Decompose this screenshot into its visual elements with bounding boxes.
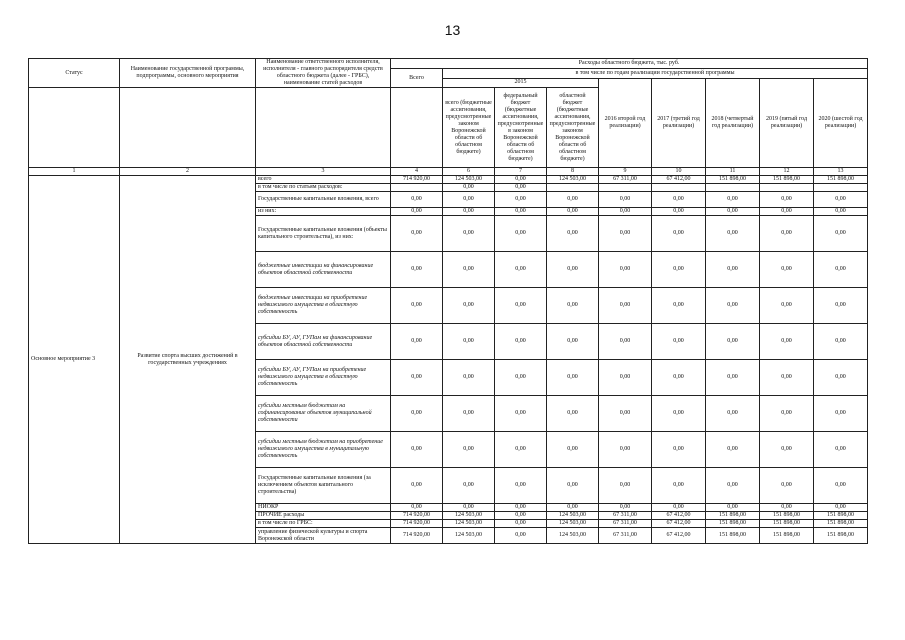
row-value: 0,00 <box>391 504 443 512</box>
row-value: 67 412,00 <box>652 176 706 184</box>
row-value: 151 898,00 <box>760 528 814 544</box>
row-value: 714 920,00 <box>391 512 443 520</box>
row-value: 124 503,00 <box>547 176 599 184</box>
row-value: 0,00 <box>814 208 868 216</box>
row-value: 0,00 <box>391 252 443 288</box>
row-label: Государственные капитальные вложения (объекты капитального строительства), из них: <box>256 216 391 252</box>
row-value: 0,00 <box>706 468 760 504</box>
row-value: 0,00 <box>547 288 599 324</box>
header-2020: 2020 (шестой год реализации) <box>814 78 868 168</box>
header-2018: 2018 (четвертый год реализации) <box>706 78 760 168</box>
row-value: 0,00 <box>760 192 814 208</box>
row-value: 0,00 <box>760 396 814 432</box>
row-value: 0,00 <box>652 216 706 252</box>
column-number: 8 <box>547 168 599 176</box>
column-number: 10 <box>652 168 706 176</box>
header-status: Статус <box>29 59 120 88</box>
row-value: 714 920,00 <box>391 520 443 528</box>
row-label: ПРОЧИЕ расходы <box>256 512 391 520</box>
row-value: 0,00 <box>495 432 547 468</box>
row-value: 0,00 <box>760 208 814 216</box>
row-value: 0,00 <box>706 360 760 396</box>
row-label: в том числе по статьям расходов: <box>256 184 391 192</box>
row-value: 0,00 <box>547 208 599 216</box>
row-label: Государственные капитальные вложения (за исключением объектов капитального строительства) <box>256 468 391 504</box>
row-value: 0,00 <box>814 252 868 288</box>
row-label: субсидии местным бюджетам на софинансирование объектов муниципальной собственности <box>256 396 391 432</box>
row-value: 67 311,00 <box>599 512 652 520</box>
row-value: 0,00 <box>547 432 599 468</box>
row-value: 0,00 <box>814 288 868 324</box>
header-expenses-title: Расходы областного бюджета, тыс. руб. <box>391 59 868 69</box>
row-value: 0,00 <box>706 396 760 432</box>
row-value: 0,00 <box>652 396 706 432</box>
row-value: 0,00 <box>443 360 495 396</box>
row-label: бюджетные инвестиции на финансирование объектов областной собственности <box>256 252 391 288</box>
row-value: 124 503,00 <box>443 176 495 184</box>
budget-table <box>28 58 868 544</box>
row-value <box>599 184 652 192</box>
header-2019: 2019 (пятый год реализации) <box>760 78 814 168</box>
row-value: 0,00 <box>599 288 652 324</box>
row-value: 151 898,00 <box>706 528 760 544</box>
row-value: 151 898,00 <box>814 512 868 520</box>
row-value: 124 503,00 <box>547 512 599 520</box>
row-value: 0,00 <box>599 360 652 396</box>
row-value: 0,00 <box>599 396 652 432</box>
header-by-years: в том числе по годам реализации государственной программы <box>443 69 868 79</box>
column-number: 11 <box>706 168 760 176</box>
row-value: 0,00 <box>706 288 760 324</box>
row-label: управление физической культуры и спорта Воронежской области <box>256 528 391 544</box>
column-number: 9 <box>599 168 652 176</box>
row-value: 0,00 <box>495 208 547 216</box>
row-value: 0,00 <box>760 360 814 396</box>
row-value: 714 920,00 <box>391 528 443 544</box>
row-value: 124 503,00 <box>443 520 495 528</box>
header-executor-cont <box>256 88 391 168</box>
row-value: 0,00 <box>599 208 652 216</box>
row-value: 0,00 <box>599 192 652 208</box>
row-value: 0,00 <box>599 504 652 512</box>
row-value: 0,00 <box>599 468 652 504</box>
row-value: 0,00 <box>547 396 599 432</box>
activity-name: Развитие спорта высших достижений в государственных учреждениях <box>120 176 256 544</box>
column-number: 1 <box>29 168 120 176</box>
row-value: 0,00 <box>814 324 868 360</box>
row-value: 0,00 <box>495 192 547 208</box>
row-value: 0,00 <box>652 504 706 512</box>
row-value: 0,00 <box>443 504 495 512</box>
row-value: 67 412,00 <box>652 512 706 520</box>
header-2015-total: всего (бюджетные ассигнования, предусмотренные законом Воронежской области об областном бюджете) <box>443 88 495 168</box>
row-value: 0,00 <box>760 432 814 468</box>
row-value: 0,00 <box>391 468 443 504</box>
row-value: 0,00 <box>495 528 547 544</box>
row-value: 0,00 <box>495 252 547 288</box>
row-value: 0,00 <box>814 468 868 504</box>
row-value: 151 898,00 <box>760 512 814 520</box>
row-value: 0,00 <box>652 208 706 216</box>
row-value: 124 503,00 <box>443 512 495 520</box>
row-value: 0,00 <box>760 324 814 360</box>
row-value: 151 898,00 <box>814 520 868 528</box>
row-value: 0,00 <box>495 520 547 528</box>
row-value: 0,00 <box>814 396 868 432</box>
row-label: субсидии БУ, АУ, ГУПам на приобретение недвижимого имущества в областную собственность <box>256 360 391 396</box>
row-value: 0,00 <box>495 504 547 512</box>
row-value: 0,00 <box>495 184 547 192</box>
row-value: 0,00 <box>391 396 443 432</box>
row-label: субсидии БУ, АУ, ГУПам на финансирование объектов областной собственности <box>256 324 391 360</box>
row-value: 0,00 <box>652 324 706 360</box>
row-value: 0,00 <box>443 252 495 288</box>
row-label: из них: <box>256 208 391 216</box>
header-program-cont <box>120 88 256 168</box>
row-value: 0,00 <box>599 324 652 360</box>
row-label: Государственные капитальные вложения, всего <box>256 192 391 208</box>
row-value: 0,00 <box>547 252 599 288</box>
row-value: 0,00 <box>652 468 706 504</box>
row-value: 0,00 <box>652 288 706 324</box>
row-value: 0,00 <box>760 216 814 252</box>
row-value <box>706 184 760 192</box>
row-value: 0,00 <box>547 360 599 396</box>
row-value: 0,00 <box>495 216 547 252</box>
row-value: 67 311,00 <box>599 520 652 528</box>
row-value: 0,00 <box>599 252 652 288</box>
header-total: Всего <box>391 69 443 88</box>
column-number: 7 <box>495 168 547 176</box>
row-value: 0,00 <box>391 432 443 468</box>
row-value: 0,00 <box>706 216 760 252</box>
row-value: 0,00 <box>547 504 599 512</box>
row-value: 0,00 <box>760 468 814 504</box>
row-value: 151 898,00 <box>706 512 760 520</box>
row-value: 151 898,00 <box>706 520 760 528</box>
row-label: всего <box>256 176 391 184</box>
row-value: 0,00 <box>495 468 547 504</box>
row-value: 67 412,00 <box>652 520 706 528</box>
row-value: 0,00 <box>814 360 868 396</box>
row-label: НИОКР <box>256 504 391 512</box>
row-value: 124 503,00 <box>443 528 495 544</box>
row-value: 151 898,00 <box>760 176 814 184</box>
row-value: 0,00 <box>495 324 547 360</box>
row-value: 0,00 <box>495 512 547 520</box>
row-value: 124 503,00 <box>547 528 599 544</box>
header-total-cont <box>391 88 443 168</box>
row-value: 151 898,00 <box>814 528 868 544</box>
row-value: 0,00 <box>391 288 443 324</box>
row-value <box>814 184 868 192</box>
row-value: 0,00 <box>652 432 706 468</box>
row-value: 67 412,00 <box>652 528 706 544</box>
column-number: 4 <box>391 168 443 176</box>
header-executor: Наименование ответственного исполнителя, исполнителя - главного распорядителя средств областного бюджета (далее - ГРБС), наименование статей расходов <box>256 59 391 88</box>
row-value: 0,00 <box>760 504 814 512</box>
row-label: в том числе по ГРБС: <box>256 520 391 528</box>
table-row <box>29 176 868 184</box>
row-value: 0,00 <box>814 216 868 252</box>
row-value: 0,00 <box>814 432 868 468</box>
row-value: 0,00 <box>706 324 760 360</box>
row-value: 0,00 <box>391 216 443 252</box>
row-value: 0,00 <box>391 324 443 360</box>
row-value: 0,00 <box>443 432 495 468</box>
row-value <box>391 184 443 192</box>
row-value: 0,00 <box>443 324 495 360</box>
row-value: 67 311,00 <box>599 176 652 184</box>
header-2015-regional: областной бюджет (бюджетные ассигнования, предусмотренные законом Воронежской области об областном бюджете) <box>547 88 599 168</box>
row-value: 0,00 <box>443 288 495 324</box>
row-value: 0,00 <box>547 468 599 504</box>
column-number: 2 <box>120 168 256 176</box>
row-value: 0,00 <box>599 216 652 252</box>
row-label: бюджетные инвестиции на приобретение недвижимого имущества в областную собственность <box>256 288 391 324</box>
row-value: 0,00 <box>760 252 814 288</box>
activity-status: Основное мероприятие 3 <box>29 176 120 544</box>
row-value: 0,00 <box>652 360 706 396</box>
row-value: 0,00 <box>443 216 495 252</box>
row-value: 151 898,00 <box>760 520 814 528</box>
row-value: 0,00 <box>391 360 443 396</box>
column-number: 12 <box>760 168 814 176</box>
row-value: 67 311,00 <box>599 528 652 544</box>
row-value: 0,00 <box>652 252 706 288</box>
row-value: 0,00 <box>443 468 495 504</box>
row-value: 0,00 <box>814 192 868 208</box>
header-program-name: Наименование государственной программы, подпрограммы, основного мероприятия <box>120 59 256 88</box>
row-value: 714 920,00 <box>391 176 443 184</box>
row-value: 0,00 <box>706 504 760 512</box>
column-number: 3 <box>256 168 391 176</box>
row-value: 0,00 <box>547 216 599 252</box>
row-value: 0,00 <box>443 192 495 208</box>
column-number: 6 <box>443 168 495 176</box>
page-number: 13 <box>444 22 461 38</box>
row-value: 0,00 <box>706 208 760 216</box>
row-value: 0,00 <box>495 396 547 432</box>
row-value: 151 898,00 <box>814 176 868 184</box>
row-value: 0,00 <box>547 192 599 208</box>
row-value <box>547 184 599 192</box>
row-value: 0,00 <box>706 432 760 468</box>
row-value: 0,00 <box>814 504 868 512</box>
header-year-2015: 2015 <box>443 78 599 88</box>
header-2016: 2016 второй год реализации) <box>599 78 652 168</box>
row-value: 0,00 <box>760 288 814 324</box>
header-2015-federal: федеральный бюджет (бюджетные ассигнования, предусмотренные в законом Воронежской области об областном бюджете) <box>495 88 547 168</box>
row-value: 0,00 <box>706 192 760 208</box>
row-value: 0,00 <box>547 324 599 360</box>
column-number: 13 <box>814 168 868 176</box>
row-value: 0,00 <box>391 192 443 208</box>
row-value <box>760 184 814 192</box>
row-value: 0,00 <box>443 396 495 432</box>
row-value: 0,00 <box>443 184 495 192</box>
row-value: 0,00 <box>599 432 652 468</box>
row-value: 0,00 <box>495 176 547 184</box>
row-value: 0,00 <box>391 208 443 216</box>
row-value: 0,00 <box>495 360 547 396</box>
row-label: субсидии местным бюджетам на приобретение недвижимого имущества в муниципальную собственность <box>256 432 391 468</box>
row-value <box>652 184 706 192</box>
header-2017: 2017 (третий год реализации) <box>652 78 706 168</box>
row-value: 0,00 <box>495 288 547 324</box>
row-value: 0,00 <box>652 192 706 208</box>
row-value: 0,00 <box>706 252 760 288</box>
row-value: 151 898,00 <box>706 176 760 184</box>
row-value: 0,00 <box>443 208 495 216</box>
row-value: 124 503,00 <box>547 520 599 528</box>
header-status-cont <box>29 88 120 168</box>
